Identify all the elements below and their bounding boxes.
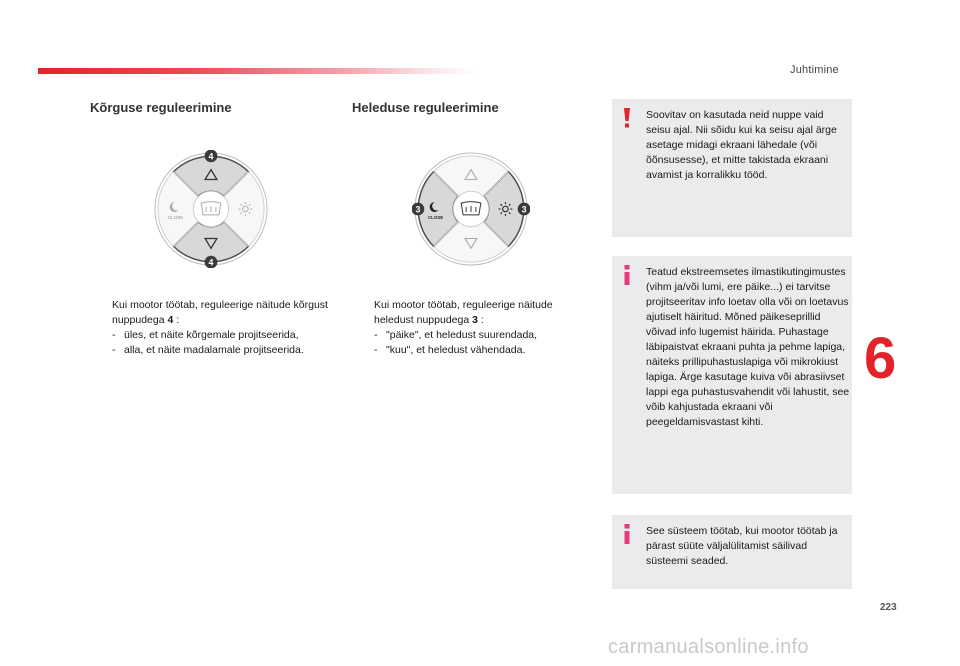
note-text: Soovitav on kasutada neid nuppe vaid seisu ajal. Nii sõidu kui ka seisu ajal ärge asetage midagi ekraani lähedale (või õõnsusesse), et mitte takistada ekraani avamist ja korralikku tööd.	[646, 109, 837, 181]
warning-note	[612, 99, 852, 237]
info-note	[612, 515, 852, 589]
button-reference: 3	[472, 314, 478, 326]
control-pad-height-diagram	[152, 150, 270, 268]
close-label: CLOSE	[168, 214, 184, 220]
note-text: Teatud ekstreemsetes ilmastikutingimustes (vihm ja/või lumi, ere päike...) ei tarvitse projitseeritav info loetav olla või on loetavus ajutiselt häiritud. Mõned päikeseprillid võivad info lugemist häirida. Puhastage läbipaistvat ekraani puhta ja pehme lapiga, näiteks prillipuhastuslapiga või mikrokiust lapiga. Ärge kasutage kuiva või abrasiivset lappi ega puhastusvahendit või lahustit, see võib kahjustada ekraani või peegeldamisvastast kihti.	[646, 266, 850, 428]
svg-text:4: 4	[208, 257, 214, 268]
control-pad-brightness-diagram	[412, 150, 530, 268]
list-item: - "kuu", et heledust vähendada.	[374, 344, 526, 356]
list-item: - "päike", et heledust suurendada,	[374, 329, 538, 341]
button-marker-4-top	[205, 150, 218, 162]
svg-text:3: 3	[521, 204, 527, 215]
chapter-title: Juhtimine	[790, 64, 839, 76]
section-title-brightness: Heleduse reguleerimine	[352, 100, 499, 115]
button-reference: 4	[167, 314, 174, 326]
list-item: - üles, et näite kõrgemale projitseerida,	[112, 329, 299, 341]
svg-text:4: 4	[208, 151, 214, 162]
warning-exclamation-icon	[620, 107, 634, 129]
info-icon	[620, 264, 634, 286]
watermark: carmanualsonline.info	[608, 636, 809, 658]
section-title-height: Kõrguse reguleerimine	[90, 100, 232, 115]
page-number: 223	[880, 602, 897, 613]
height-instructions	[90, 298, 335, 358]
button-marker-3-left	[412, 203, 424, 216]
list-item: - alla, et näite madalamale projitseerida.	[112, 344, 304, 356]
info-note	[612, 256, 852, 494]
brightness-instructions	[352, 298, 582, 358]
chapter-number-tab: 6	[864, 326, 897, 391]
button-marker-3-right	[518, 203, 530, 216]
instruction-step: Kui mootor töötab, reguleerige näitude kõrgust nuppudega 4 :	[112, 299, 328, 326]
button-marker-4-bottom	[205, 256, 218, 268]
header-accent-bar	[38, 68, 478, 74]
close-label: CLOSE	[428, 214, 444, 220]
instruction-step: Kui mootor töötab, reguleerige näitude heledust nuppudega 3 :	[374, 299, 553, 326]
note-text: See süsteem töötab, kui mootor töötab ja pärast süüte väljalülitamist säilivad süsteemi seaded.	[646, 525, 838, 567]
info-icon	[620, 523, 634, 545]
svg-text:3: 3	[415, 204, 421, 215]
